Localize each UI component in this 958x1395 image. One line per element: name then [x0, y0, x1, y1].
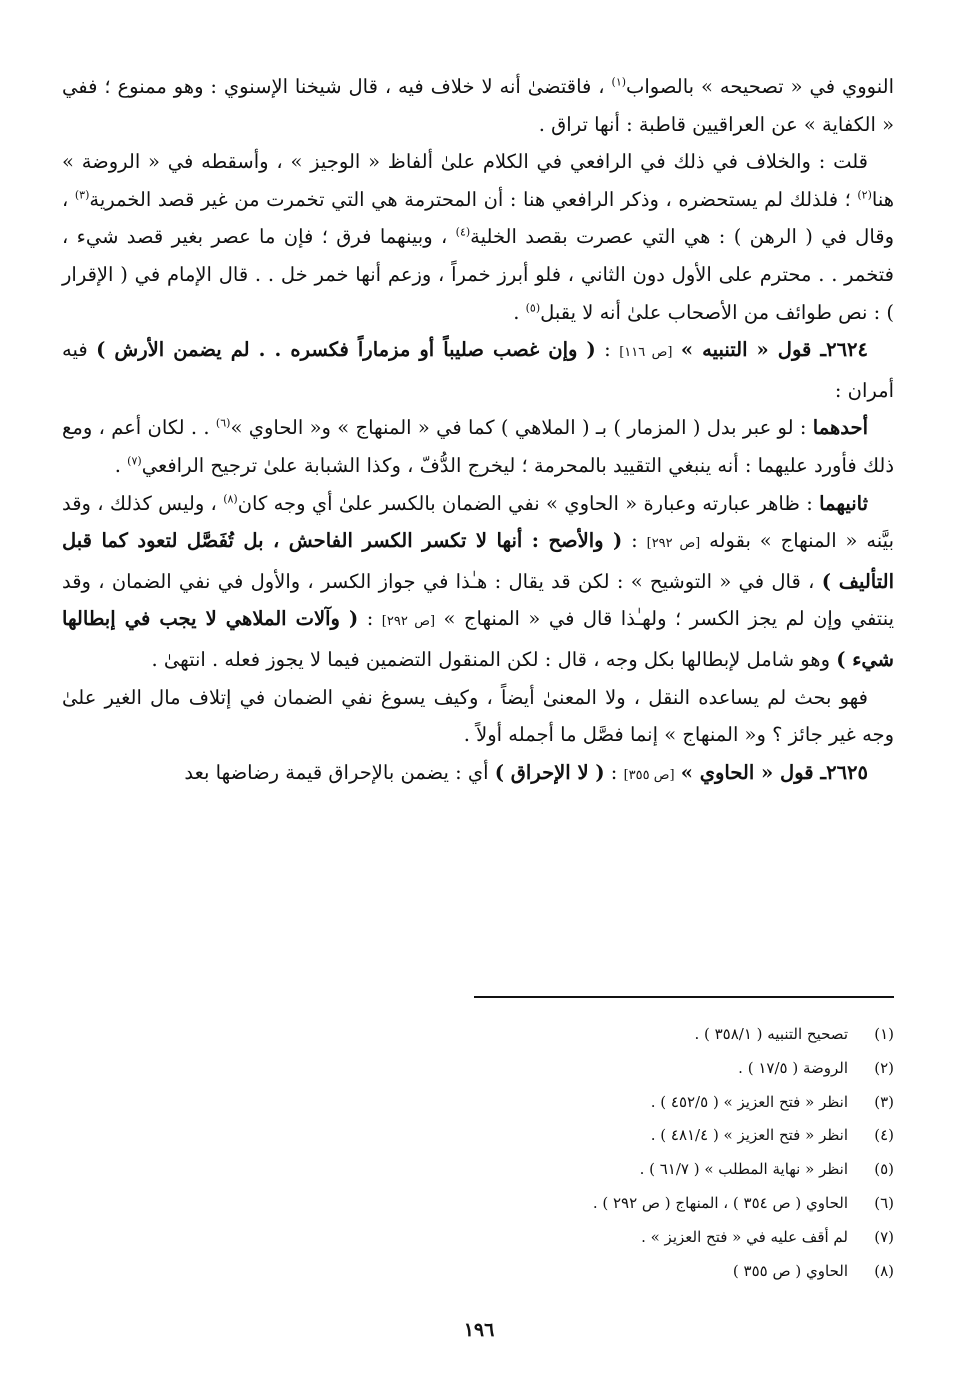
text-run: وهو شامل لإبطالها بكل وجه ، قال : لكن المنقول التضمين فيما لا يجوز فعله . انتهىٰ . — [151, 647, 837, 671]
footnote-number: (٤) — [874, 1126, 894, 1145]
footnote-text: الحاوي ( ص ٣٥٥ ) — [732, 1261, 848, 1280]
text-run: : — [604, 760, 624, 784]
text-run: ، وقال في ( الرهن ) : هي التي عصرت بقصد الخلية — [62, 187, 895, 249]
footnote-item — [474, 1119, 894, 1153]
footnote-item — [474, 1052, 894, 1086]
footnote-item — [474, 1018, 894, 1052]
text-run: ، وبينهما فرق ؛ فإن ما عصر بغير قصد شيء ، فتخمر . . محترم على الأول دون الثاني ، فلو أبرز خمراً ، وزعم أنها خمر خل . . قال الإمام في ( الإقرار ) : نص طوائف من الأصحاب علىٰ أنه لا يقبل — [62, 225, 894, 324]
paragraph-p5 — [62, 485, 894, 679]
page-reference: [ص ٣٥٥] — [623, 767, 675, 783]
text-run: . . لكان أعم ، ومع ذلك فأورد عليهما : أنه ينبغي التقييد بالمحرمة ؛ ليخرج الدُّفّ ، وكذا الشبابة علىٰ ترجيح الرافعي — [62, 416, 894, 477]
footnote-text: انظر « فتح العزيز » ( ٤٨١/٤ ) . — [650, 1126, 848, 1145]
footnote-item — [474, 1187, 894, 1221]
footnote-text: انظر « نهاية المطلب » ( ٦١/٧ ) . — [639, 1160, 848, 1179]
text-run: ، قال في « التوشيح » : لكن قد يقال : هـٰذا في جواز الكسر ، والأول في نفي الضمان ، وقد ينتفي وإن لم يجز الكسر ؛ ولهـٰذا قال في « المنهاج » — [62, 569, 895, 631]
text-run: النووي في « تصحيحه » بالصواب — [626, 75, 894, 98]
footnote-number: (٦) — [874, 1193, 894, 1212]
paragraph-p7 — [62, 754, 894, 795]
main-text — [62, 68, 894, 794]
footnote-item — [474, 1086, 894, 1120]
footnotes — [474, 996, 894, 1288]
footnote-number: (٧) — [874, 1227, 894, 1246]
footnote-marker: (٨) — [223, 492, 238, 506]
paragraph-p4 — [62, 409, 894, 484]
text-run: . — [114, 453, 128, 477]
page-body — [62, 68, 894, 794]
text-run: قلت : والخلاف في ذلك في الرافعي في الكلام علىٰ ألفاظ « الوجيز » ، وأسقطه في « الروضة » هنا — [62, 150, 894, 211]
bold-text: ٢٦٢٥ـ قول « الحاوي » — [680, 760, 868, 784]
text-run: ، وليس كذلك ، وقد بيَّنه « المنهاج » بقوله — [62, 491, 894, 553]
footnote-number: (٨) — [874, 1261, 894, 1280]
bold-text: ( والأصح : أنها لا تكسر الكسر الفاحش ، بل تُفَصَّل لتعود كما قبل التأليف ) — [62, 529, 894, 593]
text-run: فهو بحث لم يساعده النقل ، ولا المعنىٰ أيضاً ، وكيف يسوغ نفي الضمان في إتلاف مال الغير علىٰ وجه غير جائز ؟ و« المنهاج » إنما فصَّل ما أجمله أولاً . — [62, 685, 894, 747]
paragraph-p3 — [62, 331, 894, 409]
paragraph-p2 — [62, 143, 894, 331]
footnote-number: (٣) — [874, 1092, 894, 1111]
footnote-item — [474, 1221, 894, 1255]
bold-text: ٢٦٢٤ـ قول « التنبيه » — [680, 338, 869, 362]
text-run: فيه أمران : — [62, 338, 894, 402]
bold-text: ( وإن غصب صليباً أو مزماراً فكسره . . لم يضمن الأرش ) — [96, 338, 596, 362]
footnote-marker: (٤) — [455, 225, 471, 239]
footnote-item — [474, 1255, 894, 1289]
page-reference: [ص ٢٩٢] — [381, 614, 436, 630]
text-run: . — [513, 300, 526, 324]
footnote-marker: (١) — [611, 75, 627, 89]
text-run: : — [595, 338, 620, 362]
page-reference: [ص ٢٩٢] — [646, 536, 701, 552]
footnote-marker: (٣) — [74, 188, 90, 202]
footnote-number: (١) — [874, 1025, 894, 1043]
footnote-text: الحاوي ( ص ٣٥٤ ) ، المنهاج ( ص ٢٩٢ ) . — [592, 1193, 848, 1212]
footnote-text: لم أقف عليه في « فتح العزيز » . — [641, 1227, 848, 1246]
text-run: ، فاقتضىٰ أنه لا خلاف فيه ، قال شيخنا الإسنوي : وهو ممنوع ؛ ففي « الكفاية » عن العراقيين قاطبة : أنها تراق . — [62, 75, 894, 136]
footnote-marker: (٢) — [857, 188, 872, 202]
footnote-marker: (٦) — [215, 416, 231, 430]
footnote-text: تصحيح التنبيه ( ٣٥٨/١ ) . — [694, 1025, 848, 1043]
text-run: : ظاهر عبارته وعبارة « الحاوي » نفي الضمان بالكسر علىٰ أي وجه كان — [237, 491, 820, 515]
text-run: أي : يضمن بالإحراق قيمة رضاضها بعد — [184, 760, 495, 784]
text-run: : — [358, 607, 382, 631]
paragraph-p1 — [62, 68, 894, 143]
footnote-marker: (٧) — [127, 454, 142, 468]
page-number: ١٩٦ — [463, 1319, 495, 1341]
footnote-list — [474, 1018, 894, 1288]
bold-text: ( لا الإحراق ) — [494, 760, 605, 784]
text-run: : — [622, 529, 647, 553]
footnote-text: انظر « فتح العزيز » ( ٤٥٢/٥ ) . — [650, 1092, 848, 1111]
text-run — [672, 338, 680, 361]
footnote-marker: (٥) — [525, 301, 541, 315]
text-run: ؛ فلذلك لم يستحضره ، وذكر الرافعي هنا : أن المحترمة هي التي تخمرت من غير قصد الخمرية — [89, 187, 858, 211]
paragraph-p6 — [62, 679, 894, 754]
text-run: : لو عبر بدل ( المزمار ) بـ ( الملاهي ) كما في « المنهاج » و« الحاوي » — [230, 416, 813, 440]
footnote-number: (٢) — [874, 1058, 894, 1077]
bold-text: ( وآلات الملاهي لا يجب في إبطالها شيء ) — [62, 607, 894, 671]
footnote-text: الروضة ( ١٧/٥ ) . — [738, 1058, 848, 1077]
page-reference: [ص ١١٦] — [619, 345, 673, 361]
bold-text: أحدهما — [812, 416, 868, 440]
bold-text: ثانيهما — [819, 491, 868, 515]
footnote-number: (٥) — [874, 1160, 894, 1179]
footnote-item — [474, 1153, 894, 1187]
